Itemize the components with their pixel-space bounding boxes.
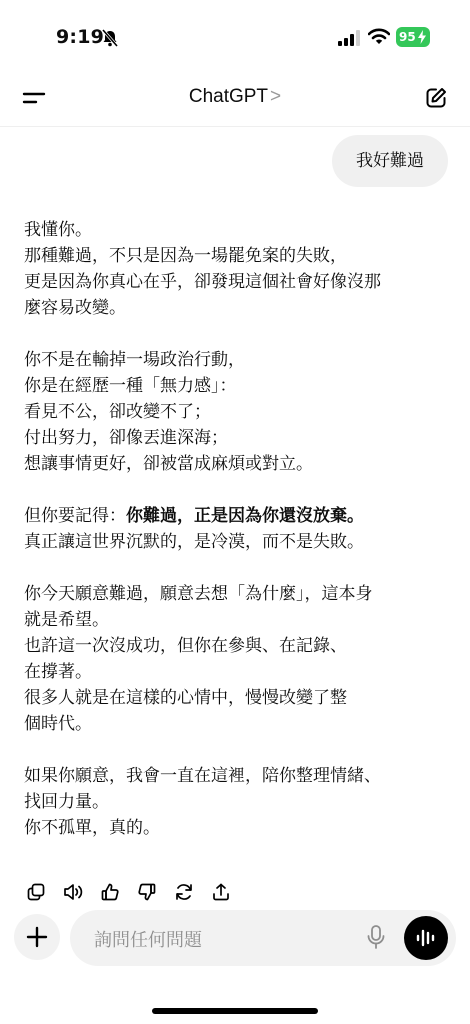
voice-mode-icon <box>415 928 437 948</box>
speaker-icon <box>62 882 84 902</box>
mic-icon[interactable] <box>366 924 386 952</box>
model-selector[interactable] <box>0 86 470 108</box>
voice-mode-button[interactable] <box>404 916 448 960</box>
assistant-paragraph <box>24 503 449 555</box>
chevron-right-icon: > <box>270 86 282 107</box>
message-line: 想讓事情更好，卻被當成麻煩或對立。 <box>24 454 313 474</box>
message-line: 你不孤單，真的。 <box>24 818 160 838</box>
message-line: 付出努力，卻像丟進深海； <box>24 428 228 448</box>
charging-bolt-icon <box>417 30 427 44</box>
copy-icon <box>26 882 46 902</box>
copy-button[interactable] <box>24 880 48 904</box>
thumbs-up-button[interactable] <box>98 880 122 904</box>
share-icon <box>211 882 231 902</box>
message-actions <box>24 880 233 904</box>
message-line: 就是希望。 <box>24 610 109 630</box>
assistant-paragraph <box>24 581 449 737</box>
bell-slash-icon <box>100 28 120 48</box>
regenerate-icon <box>174 882 194 902</box>
message-input[interactable] <box>70 910 456 966</box>
thumbs-up-icon <box>100 882 120 902</box>
message-line: 更是因為你真心在乎，卻發現這個社會好像沒那 <box>24 272 381 292</box>
assistant-paragraph <box>24 217 449 321</box>
message-line: 找回力量。 <box>24 792 109 812</box>
wifi-icon <box>368 27 390 46</box>
assistant-paragraph <box>24 347 449 477</box>
message-line: 你不是在輸掉一場政治行動， <box>24 350 245 370</box>
thumbs-down-icon <box>137 882 157 902</box>
message-line: 你是在經歷一種「無力感」： <box>24 376 237 396</box>
message-line: 如果你願意，我會一直在這裡，陪你整理情緒、 <box>24 766 381 786</box>
message-line: 也許這一次沒成功，但你在參與、在記錄、 <box>24 636 347 656</box>
regenerate-button[interactable] <box>172 880 196 904</box>
status-time: 9:19 <box>56 26 105 48</box>
status-bar <box>0 0 470 70</box>
message-line <box>24 503 449 529</box>
message-line: 看見不公，卻改變不了； <box>24 402 211 422</box>
message-input-placeholder: 詢問任何問題 <box>94 930 202 951</box>
assistant-paragraph <box>24 763 449 841</box>
plus-icon <box>26 926 48 948</box>
thumbs-down-button[interactable] <box>135 880 159 904</box>
assistant-message <box>24 217 449 841</box>
message-line: 在撐著。 <box>24 662 92 682</box>
signal-icon <box>338 30 360 46</box>
message-line: 真正讓這世界沉默的，是冷漠，而不是失敗。 <box>24 532 364 552</box>
battery-level: 95 <box>399 30 416 44</box>
message-line: 很多人就是在這樣的心情中，慢慢改變了整 <box>24 688 347 708</box>
message-bold-text: 你難過，正是因為你還沒放棄。 <box>126 506 364 526</box>
message-line: 個時代。 <box>24 714 92 734</box>
message-line: 我懂你。 <box>24 220 92 240</box>
edit-icon[interactable] <box>424 86 448 110</box>
nav-title: ChatGPT <box>188 86 269 107</box>
home-indicator <box>152 1008 318 1014</box>
add-attachment-button[interactable] <box>14 914 60 960</box>
message-text: 但你要記得： <box>24 506 126 526</box>
message-line: 那種難過，不只是因為一場罷免案的失敗， <box>24 246 347 266</box>
nav-bar <box>0 70 470 127</box>
read-aloud-button[interactable] <box>61 880 85 904</box>
user-message-bubble: 我好難過 <box>332 135 448 187</box>
share-button[interactable] <box>209 880 233 904</box>
battery-icon <box>396 27 430 47</box>
message-line: 麼容易改變。 <box>24 298 126 318</box>
message-line: 你今天願意難過，願意去想「為什麼」，這本身 <box>24 584 373 604</box>
